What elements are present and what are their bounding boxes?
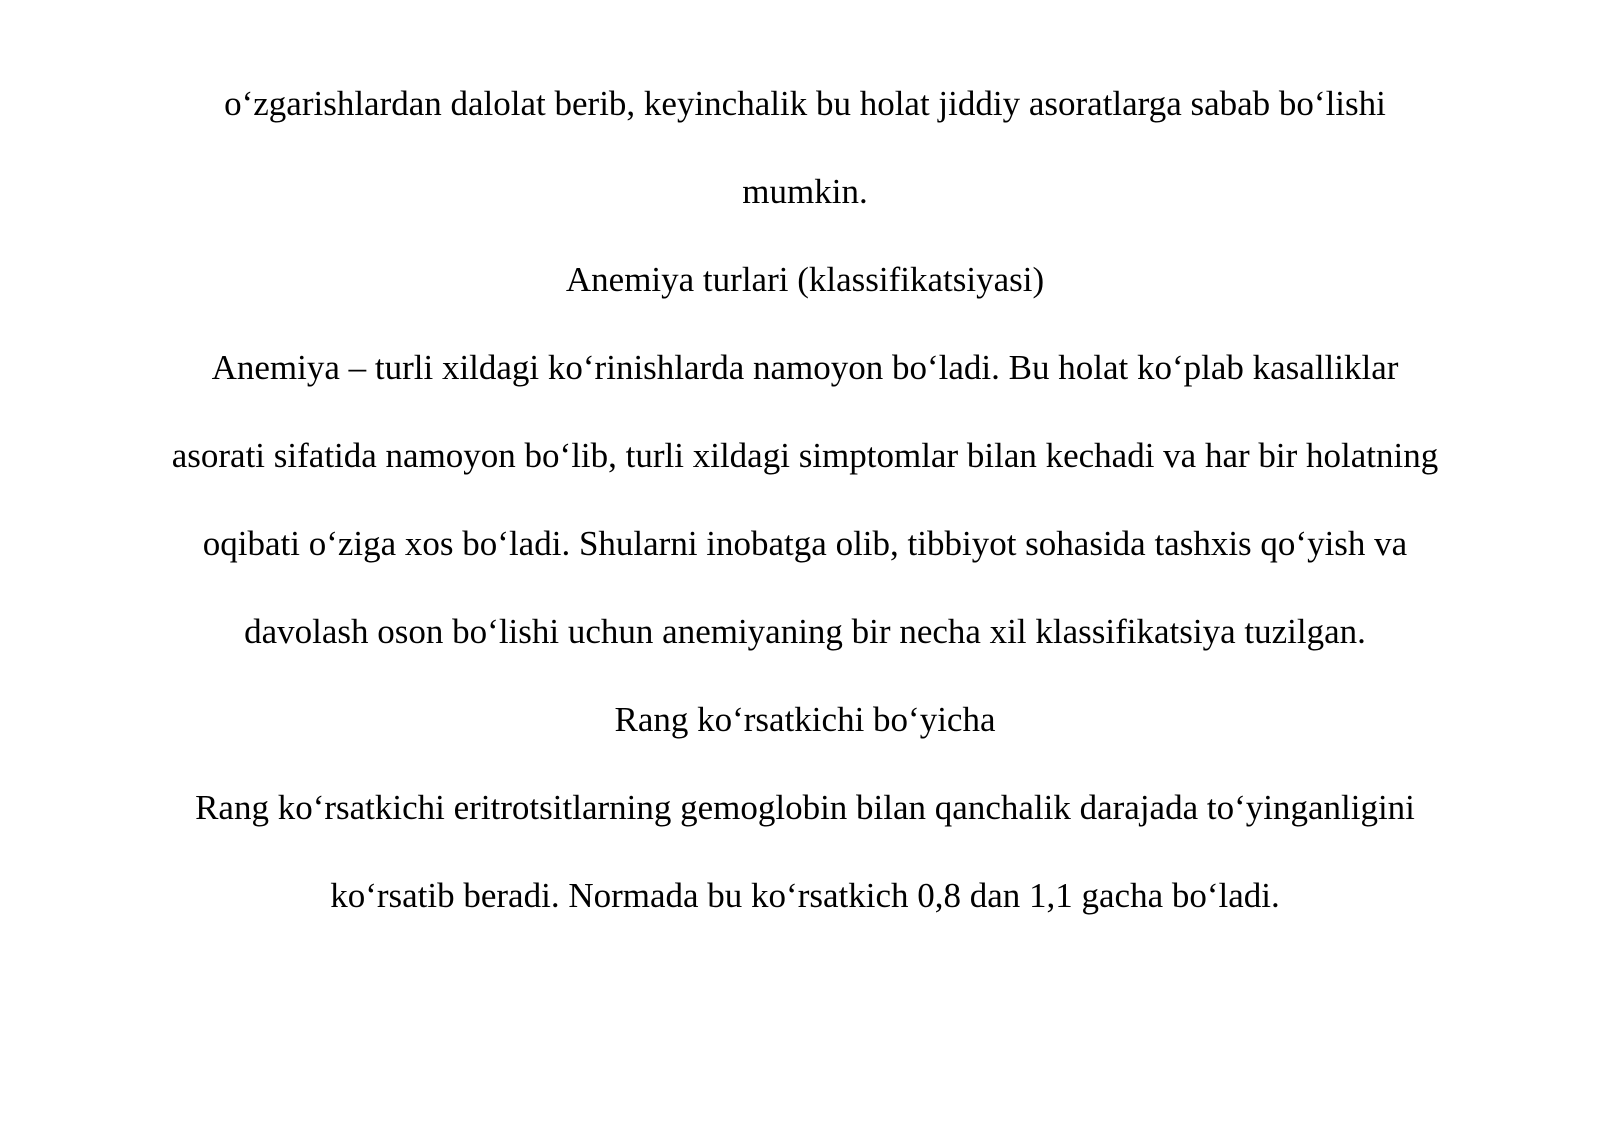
- document-page: [110, 60, 1500, 940]
- section-heading-anemiya-turlari: Anemiya turlari (klassifikatsiyasi): [565, 260, 1045, 299]
- paragraph-line-9: Rang ko‘rsatkichi eritrotsitlarning gemoglobin bilan qanchalik darajada to‘yinganligini: [195, 788, 1415, 827]
- paragraph-line-1: o‘zgarishlardan dalolat berib, keyinchalik bu holat jiddiy asoratlarga sabab bo‘lishi: [224, 84, 1386, 123]
- paragraph-line-10: ko‘rsatib beradi. Normada bu ko‘rsatkich 0,8 dan 1,1 gacha bo‘ladi.: [330, 876, 1280, 915]
- paragraph-line-7: davolash oson bo‘lishi uchun anemiyaning bir necha xil klassifikatsiya tuzilgan.: [244, 612, 1366, 651]
- paragraph-line-6: oqibati o‘ziga xos bo‘ladi. Shularni inobatga olib, tibbiyot sohasida tashxis qo‘yish va: [202, 524, 1408, 563]
- paragraph-line-2: mumkin.: [742, 172, 868, 211]
- section-heading-rang-korsatkichi: Rang ko‘rsatkichi bo‘yicha: [614, 700, 996, 739]
- paragraph-line-4: Anemiya – turli xildagi ko‘rinishlarda namoyon bo‘ladi. Bu holat ko‘plab kasalliklar: [211, 348, 1399, 387]
- paragraph-line-5: asorati sifatida namoyon bo‘lib, turli xildagi simptomlar bilan kechadi va har bir holatning: [171, 436, 1439, 475]
